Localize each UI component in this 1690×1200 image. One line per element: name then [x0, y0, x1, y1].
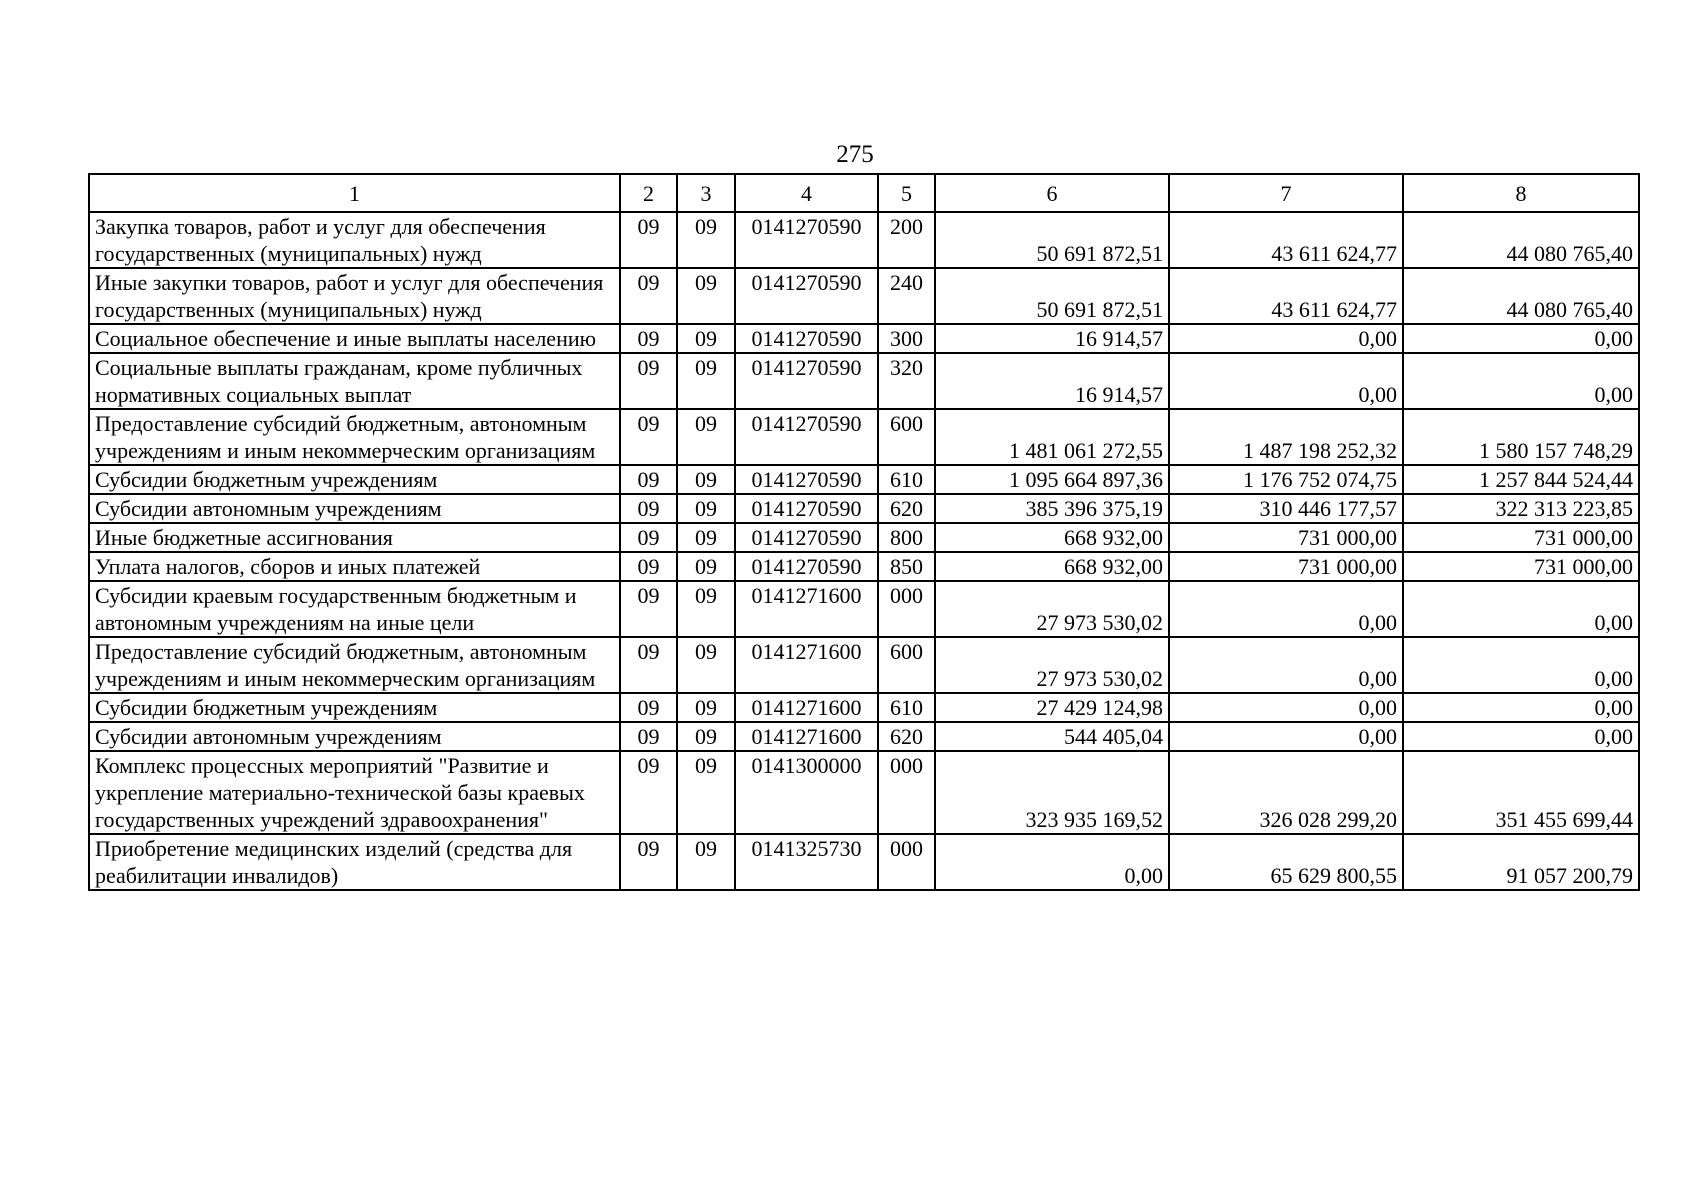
amount-col7-cell: 0,00: [1169, 581, 1403, 637]
amount-col6-cell: 668 932,00: [935, 523, 1169, 552]
amount-col7-cell: 0,00: [1169, 324, 1403, 353]
section-code-cell: 09: [620, 268, 677, 324]
section-code-cell: 09: [620, 324, 677, 353]
section-code-cell: 09: [620, 552, 677, 581]
target-article-cell: 0141271600: [735, 581, 878, 637]
target-article-cell: 0141270590: [735, 409, 878, 465]
amount-col7-cell: 326 028 299,20: [1169, 751, 1403, 834]
expense-type-cell: 800: [878, 523, 935, 552]
subsection-code-cell: 09: [677, 693, 735, 722]
amount-col8-cell: 731 000,00: [1403, 523, 1639, 552]
column-header: 8: [1403, 174, 1639, 212]
column-header: 4: [735, 174, 878, 212]
table-row: [89, 834, 1639, 890]
column-header: 1: [89, 174, 620, 212]
subsection-code-cell: 09: [677, 552, 735, 581]
amount-col8-cell: 0,00: [1403, 637, 1639, 693]
amount-col8-cell: 0,00: [1403, 581, 1639, 637]
column-header: 2: [620, 174, 677, 212]
section-code-cell: 09: [620, 751, 677, 834]
section-code-cell: 09: [620, 637, 677, 693]
amount-col8-cell: 0,00: [1403, 722, 1639, 751]
row-name-cell: Субсидии краевым государственным бюджетным и автономным учреждениям на иные цели: [89, 581, 620, 637]
subsection-code-cell: 09: [677, 637, 735, 693]
subsection-code-cell: 09: [677, 722, 735, 751]
column-header: 6: [935, 174, 1169, 212]
amount-col7-cell: 1 487 198 252,32: [1169, 409, 1403, 465]
table-row: [89, 693, 1639, 722]
expense-type-cell: 610: [878, 693, 935, 722]
table-row: [89, 494, 1639, 523]
budget-table: [88, 173, 1640, 891]
amount-col7-cell: 43 611 624,77: [1169, 212, 1403, 268]
amount-col7-cell: 0,00: [1169, 353, 1403, 409]
amount-col7-cell: 731 000,00: [1169, 523, 1403, 552]
row-name-cell: Закупка товаров, работ и услуг для обеспечения государственных (муниципальных) нужд: [89, 212, 620, 268]
amount-col6-cell: 50 691 872,51: [935, 268, 1169, 324]
amount-col6-cell: 27 429 124,98: [935, 693, 1169, 722]
amount-col6-cell: 323 935 169,52: [935, 751, 1169, 834]
amount-col6-cell: 668 932,00: [935, 552, 1169, 581]
subsection-code-cell: 09: [677, 751, 735, 834]
expense-type-cell: 620: [878, 494, 935, 523]
table-row: [89, 353, 1639, 409]
amount-col6-cell: 27 973 530,02: [935, 581, 1169, 637]
amount-col8-cell: 0,00: [1403, 693, 1639, 722]
subsection-code-cell: 09: [677, 268, 735, 324]
target-article-cell: 0141270590: [735, 268, 878, 324]
expense-type-cell: 620: [878, 722, 935, 751]
expense-type-cell: 240: [878, 268, 935, 324]
subsection-code-cell: 09: [677, 465, 735, 494]
amount-col6-cell: 27 973 530,02: [935, 637, 1169, 693]
amount-col8-cell: 91 057 200,79: [1403, 834, 1639, 890]
amount-col6-cell: 50 691 872,51: [935, 212, 1169, 268]
amount-col6-cell: 385 396 375,19: [935, 494, 1169, 523]
table-row: [89, 637, 1639, 693]
section-code-cell: 09: [620, 409, 677, 465]
expense-type-cell: 600: [878, 637, 935, 693]
target-article-cell: 0141270590: [735, 353, 878, 409]
amount-col6-cell: 544 405,04: [935, 722, 1169, 751]
target-article-cell: 0141270590: [735, 523, 878, 552]
amount-col8-cell: 44 080 765,40: [1403, 212, 1639, 268]
expense-type-cell: 200: [878, 212, 935, 268]
target-article-cell: 0141270590: [735, 465, 878, 494]
amount-col8-cell: 322 313 223,85: [1403, 494, 1639, 523]
section-code-cell: 09: [620, 212, 677, 268]
section-code-cell: 09: [620, 834, 677, 890]
amount-col6-cell: 16 914,57: [935, 353, 1169, 409]
subsection-code-cell: 09: [677, 494, 735, 523]
header-row: [89, 174, 1639, 212]
table-row: [89, 751, 1639, 834]
row-name-cell: Субсидии бюджетным учреждениям: [89, 465, 620, 494]
subsection-code-cell: 09: [677, 324, 735, 353]
row-name-cell: Приобретение медицинских изделий (средства для реабилитации инвалидов): [89, 834, 620, 890]
section-code-cell: 09: [620, 465, 677, 494]
target-article-cell: 0141271600: [735, 722, 878, 751]
row-name-cell: Социальные выплаты гражданам, кроме публичных нормативных социальных выплат: [89, 353, 620, 409]
amount-col6-cell: 1 095 664 897,36: [935, 465, 1169, 494]
row-name-cell: Субсидии автономным учреждениям: [89, 722, 620, 751]
table-row: [89, 722, 1639, 751]
expense-type-cell: 000: [878, 834, 935, 890]
expense-type-cell: 300: [878, 324, 935, 353]
row-name-cell: Предоставление субсидий бюджетным, автономным учреждениям и иным некоммерческим организациям: [89, 409, 620, 465]
target-article-cell: 0141270590: [735, 552, 878, 581]
expense-type-cell: 850: [878, 552, 935, 581]
section-code-cell: 09: [620, 693, 677, 722]
amount-col7-cell: 65 629 800,55: [1169, 834, 1403, 890]
amount-col7-cell: 0,00: [1169, 637, 1403, 693]
amount-col8-cell: 731 000,00: [1403, 552, 1639, 581]
subsection-code-cell: 09: [677, 409, 735, 465]
section-code-cell: 09: [620, 353, 677, 409]
subsection-code-cell: 09: [677, 212, 735, 268]
table-row: [89, 324, 1639, 353]
subsection-code-cell: 09: [677, 353, 735, 409]
subsection-code-cell: 09: [677, 581, 735, 637]
amount-col8-cell: 0,00: [1403, 324, 1639, 353]
column-header: 7: [1169, 174, 1403, 212]
table-row: [89, 268, 1639, 324]
section-code-cell: 09: [620, 722, 677, 751]
table-row: [89, 465, 1639, 494]
row-name-cell: Иные закупки товаров, работ и услуг для обеспечения государственных (муниципальных) нужд: [89, 268, 620, 324]
amount-col6-cell: 1 481 061 272,55: [935, 409, 1169, 465]
row-name-cell: Иные бюджетные ассигнования: [89, 523, 620, 552]
table-row: [89, 552, 1639, 581]
row-name-cell: Субсидии автономным учреждениям: [89, 494, 620, 523]
target-article-cell: 0141325730: [735, 834, 878, 890]
amount-col7-cell: 731 000,00: [1169, 552, 1403, 581]
table-row: [89, 212, 1639, 268]
amount-col7-cell: 310 446 177,57: [1169, 494, 1403, 523]
expense-type-cell: 600: [878, 409, 935, 465]
expense-type-cell: 610: [878, 465, 935, 494]
row-name-cell: Предоставление субсидий бюджетным, автономным учреждениям и иным некоммерческим организациям: [89, 637, 620, 693]
amount-col7-cell: 1 176 752 074,75: [1169, 465, 1403, 494]
amount-col7-cell: 0,00: [1169, 693, 1403, 722]
amount-col7-cell: 0,00: [1169, 722, 1403, 751]
amount-col8-cell: 44 080 765,40: [1403, 268, 1639, 324]
target-article-cell: 0141270590: [735, 324, 878, 353]
amount-col6-cell: 16 914,57: [935, 324, 1169, 353]
column-header: 5: [878, 174, 935, 212]
expense-type-cell: 320: [878, 353, 935, 409]
section-code-cell: 09: [620, 494, 677, 523]
target-article-cell: 0141300000: [735, 751, 878, 834]
target-article-cell: 0141270590: [735, 212, 878, 268]
amount-col7-cell: 43 611 624,77: [1169, 268, 1403, 324]
row-name-cell: Социальное обеспечение и иные выплаты населению: [89, 324, 620, 353]
target-article-cell: 0141271600: [735, 693, 878, 722]
expense-type-cell: 000: [878, 581, 935, 637]
table-row: [89, 581, 1639, 637]
amount-col8-cell: 1 580 157 748,29: [1403, 409, 1639, 465]
section-code-cell: 09: [620, 523, 677, 552]
amount-col8-cell: 0,00: [1403, 353, 1639, 409]
subsection-code-cell: 09: [677, 523, 735, 552]
expense-type-cell: 000: [878, 751, 935, 834]
amount-col8-cell: 351 455 699,44: [1403, 751, 1639, 834]
page-number: 275: [836, 141, 874, 168]
amount-col6-cell: 0,00: [935, 834, 1169, 890]
row-name-cell: Комплекс процессных мероприятий "Развитие и укрепление материально-технической базы краевых государственных учреждений здравоохранения": [89, 751, 620, 834]
subsection-code-cell: 09: [677, 834, 735, 890]
section-code-cell: 09: [620, 581, 677, 637]
row-name-cell: Уплата налогов, сборов и иных платежей: [89, 552, 620, 581]
row-name-cell: Субсидии бюджетным учреждениям: [89, 693, 620, 722]
table-row: [89, 523, 1639, 552]
amount-col8-cell: 1 257 844 524,44: [1403, 465, 1639, 494]
table-row: [89, 409, 1639, 465]
column-header: 3: [677, 174, 735, 212]
target-article-cell: 0141270590: [735, 494, 878, 523]
target-article-cell: 0141271600: [735, 637, 878, 693]
table-body: [89, 212, 1639, 890]
